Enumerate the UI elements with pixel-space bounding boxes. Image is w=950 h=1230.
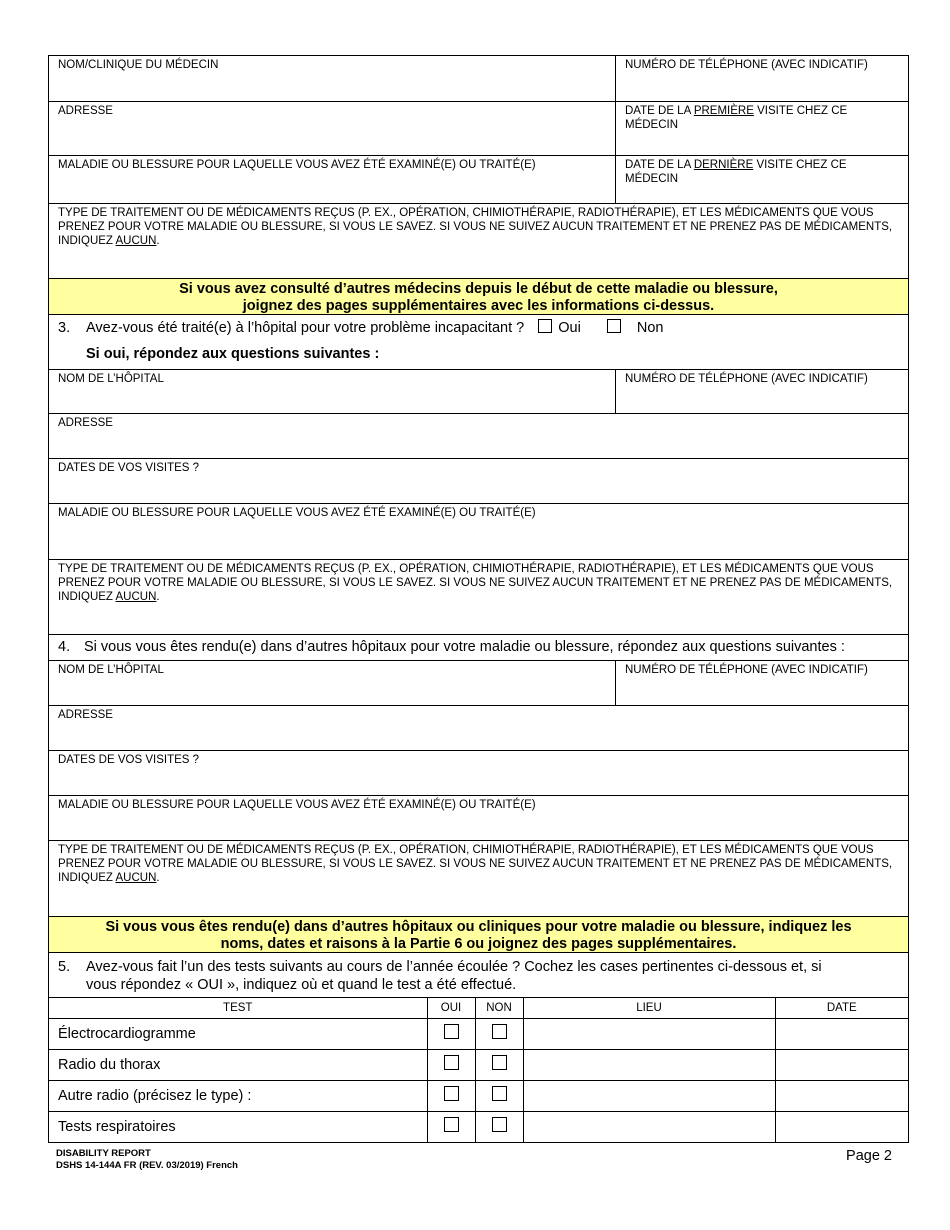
hospital-illness-row <box>49 504 908 560</box>
footer-form-id: DSHS 14-144A FR (REV. 03/2019) French <box>56 1160 238 1171</box>
hospital-name-row <box>49 370 908 414</box>
table-row <box>49 1018 908 1049</box>
hospital-dates-field[interactable] <box>49 459 908 503</box>
other-hospital-illness-label: MALADIE OU BLESSURE POUR LAQUELLE VOUS AVEZ ÉTÉ EXAMINÉ(E) OU TRAITÉ(E) <box>58 799 536 811</box>
question-5 <box>49 953 908 998</box>
other-hospital-name-label: NOM DE L’HÔPITAL <box>58 664 164 676</box>
banner1-line1: Si vous avez consulté d’autres médecins depuis le début de cette maladie ou blessure, <box>179 281 778 297</box>
footer-title: DISABILITY REPORT <box>56 1148 151 1159</box>
oui-cell <box>427 1080 475 1111</box>
header-non: NON <box>475 998 523 1018</box>
hospital-name-label: NOM DE L’HÔPITAL <box>58 373 164 385</box>
other-hospital-address-label: ADRESSE <box>58 709 113 721</box>
other-hospital-phone-field[interactable] <box>615 661 908 705</box>
physician-treatment-label: TYPE DE TRAITEMENT OU DE MÉDICAMENTS REÇUS (P. EX., OPÉRATION, CHIMIOTHÉRAPIE, RADIOTHÉRAPIE), ET LES MÉDICAMENTS QUE VOUS PRENEZ POUR VOTRE MALADIE OU BLESSURE, SI VOUS LE SAVEZ. SI VOUS NE SUIVEZ AUCUN TRAITEMENT ET NE PRENEZ PAS DE MÉDICAMENTS, INDIQUEZ AUCUN. <box>58 207 893 247</box>
hospital-name-field[interactable] <box>49 370 615 413</box>
other-hospital-illness-row <box>49 796 908 841</box>
hospital-dates-row <box>49 459 908 504</box>
page-number: Page 2 <box>846 1148 892 1164</box>
q3-followup: Si oui, répondez aux questions suivantes : <box>86 346 380 362</box>
header-lieu: LIEU <box>523 998 775 1018</box>
header-oui: OUI <box>427 998 475 1018</box>
q5-number: 5. <box>58 959 71 975</box>
hospital-illness-field[interactable] <box>49 504 908 559</box>
disability-form-page <box>48 55 909 1143</box>
q3-no-label: Non <box>636 320 664 336</box>
oui-cell <box>427 1111 475 1142</box>
table-row <box>49 1080 908 1111</box>
other-hospitals-banner <box>49 917 908 953</box>
other-hospital-address-field[interactable] <box>49 706 908 750</box>
last-visit-field[interactable] <box>615 156 908 203</box>
hospital-phone-field[interactable] <box>615 370 908 413</box>
test-name: Radio du thorax <box>49 1049 427 1080</box>
test-name: Électrocardiogramme <box>49 1018 427 1049</box>
other-physicians-banner <box>49 279 908 315</box>
header-test: TEST <box>223 1001 253 1014</box>
physician-name-field[interactable] <box>49 56 615 101</box>
oui-checkbox[interactable] <box>444 1055 459 1070</box>
date-field[interactable] <box>775 1018 908 1049</box>
non-cell <box>475 1049 523 1080</box>
q3-no-checkbox[interactable] <box>607 319 621 333</box>
q3-line <box>58 319 899 337</box>
physician-illness-row <box>49 156 908 204</box>
lieu-field[interactable] <box>523 1080 775 1111</box>
q3-yes-label: Oui <box>558 320 581 336</box>
non-checkbox[interactable] <box>492 1024 507 1039</box>
hospital-dates-label: DATES DE VOS VISITES ? <box>58 462 200 474</box>
date-field[interactable] <box>775 1049 908 1080</box>
lieu-field[interactable] <box>523 1111 775 1142</box>
lieu-field[interactable] <box>523 1049 775 1080</box>
hospital-phone-label: NUMÉRO DE TÉLÉPHONE (AVEC INDICATIF) <box>625 373 868 385</box>
oui-cell <box>427 1049 475 1080</box>
first-visit-label: DATE DE LA PREMIÈRE VISITE CHEZ CE MÉDECIN <box>625 105 848 131</box>
date-field[interactable] <box>775 1111 908 1142</box>
tests-table <box>49 998 908 1142</box>
question-4 <box>49 635 908 661</box>
tests-header-row <box>49 998 908 1018</box>
other-hospital-treatment-row <box>49 841 908 917</box>
hospital-treatment-field[interactable] <box>49 560 908 634</box>
physician-address-row <box>49 102 908 156</box>
physician-name-row <box>49 56 908 102</box>
oui-checkbox[interactable] <box>444 1086 459 1101</box>
tests-table-wrap <box>49 998 908 1142</box>
banner2-line2: noms, dates et raisons à la Partie 6 ou joignez des pages supplémentaires. <box>220 936 737 952</box>
hospital-address-field[interactable] <box>49 414 908 458</box>
physician-name-label: NOM/CLINIQUE DU MÉDECIN <box>58 59 219 71</box>
other-hospital-dates-row <box>49 751 908 796</box>
other-hospital-address-row <box>49 706 908 751</box>
non-checkbox[interactable] <box>492 1086 507 1101</box>
non-checkbox[interactable] <box>492 1055 507 1070</box>
physician-illness-field[interactable] <box>49 156 615 203</box>
question-3 <box>49 315 908 370</box>
footer-form-info <box>56 1148 238 1172</box>
physician-phone-field[interactable] <box>615 56 908 101</box>
hospital-illness-label: MALADIE OU BLESSURE POUR LAQUELLE VOUS AVEZ ÉTÉ EXAMINÉ(E) OU TRAITÉ(E) <box>58 507 536 519</box>
non-cell <box>475 1018 523 1049</box>
other-hospital-illness-field[interactable] <box>49 796 908 840</box>
q3-yes-checkbox[interactable] <box>538 319 552 333</box>
q4-number: 4. <box>58 639 71 655</box>
oui-cell <box>427 1018 475 1049</box>
table-row <box>49 1111 908 1142</box>
physician-illness-label: MALADIE OU BLESSURE POUR LAQUELLE VOUS AVEZ ÉTÉ EXAMINÉ(E) OU TRAITÉ(E) <box>58 159 536 171</box>
other-hospital-name-field[interactable] <box>49 661 615 705</box>
q5-line1-wrap <box>58 958 899 976</box>
physician-treatment-field[interactable] <box>49 204 908 278</box>
hospital-treatment-row <box>49 560 908 635</box>
other-hospital-dates-field[interactable] <box>49 751 908 795</box>
hospital-address-label: ADRESSE <box>58 417 113 429</box>
oui-checkbox[interactable] <box>444 1024 459 1039</box>
q3-number: 3. <box>58 320 71 336</box>
banner1-line2: joignez des pages supplémentaires avec les informations ci-dessus. <box>242 298 715 314</box>
other-hospital-dates-label: DATES DE VOS VISITES ? <box>58 754 200 766</box>
last-visit-label: DATE DE LA DERNIÈRE VISITE CHEZ CE MÉDECIN <box>625 159 847 185</box>
non-cell <box>475 1111 523 1142</box>
other-hospital-phone-label: NUMÉRO DE TÉLÉPHONE (AVEC INDICATIF) <box>625 664 868 676</box>
physician-address-field[interactable] <box>49 102 615 155</box>
header-date: DATE <box>775 998 908 1018</box>
physician-address-label: ADRESSE <box>58 105 113 117</box>
date-field[interactable] <box>775 1080 908 1111</box>
non-cell <box>475 1080 523 1111</box>
physician-treatment-row <box>49 204 908 279</box>
hospital-treatment-label: TYPE DE TRAITEMENT OU DE MÉDICAMENTS REÇUS (P. EX., OPÉRATION, CHIMIOTHÉRAPIE, RADIOTHÉRAPIE), ET LES MÉDICAMENTS QUE VOUS PRENEZ POUR VOTRE MALADIE OU BLESSURE, SI VOUS LE SAVEZ. SI VOUS NE SUIVEZ AUCUN TRAITEMENT ET NE PRENEZ PAS DE MÉDICAMENTS, INDIQUEZ AUCUN. <box>58 563 893 603</box>
table-row <box>49 1049 908 1080</box>
other-hospital-treatment-field[interactable] <box>49 841 908 916</box>
test-name: Autre radio (précisez le type) : <box>49 1080 427 1111</box>
hospital-address-row <box>49 414 908 459</box>
q4-text: Si vous vous êtes rendu(e) dans d’autres hôpitaux pour votre maladie ou blessure, répondez aux questions suivantes : <box>84 639 845 655</box>
oui-checkbox[interactable] <box>444 1117 459 1132</box>
q3-text: Avez-vous été traité(e) à l’hôpital pour votre problème incapacitant ? <box>86 320 525 336</box>
banner2-line1: Si vous vous êtes rendu(e) dans d’autres hôpitaux ou cliniques pour votre maladie ou blessure, indiquez les <box>105 919 852 935</box>
lieu-field[interactable] <box>523 1018 775 1049</box>
test-name: Tests respiratoires <box>49 1111 427 1142</box>
physician-phone-label: NUMÉRO DE TÉLÉPHONE (AVEC INDICATIF) <box>625 59 868 71</box>
non-checkbox[interactable] <box>492 1117 507 1132</box>
other-hospital-name-row <box>49 661 908 706</box>
other-hospital-treatment-label: TYPE DE TRAITEMENT OU DE MÉDICAMENTS REÇUS (P. EX., OPÉRATION, CHIMIOTHÉRAPIE, RADIOTHÉRAPIE), ET LES MÉDICAMENTS QUE VOUS PRENEZ POUR VOTRE MALADIE OU BLESSURE, SI VOUS LE SAVEZ. SI VOUS NE SUIVEZ AUCUN TRAITEMENT ET NE PRENEZ PAS DE MÉDICAMENTS, INDIQUEZ AUCUN. <box>58 844 893 884</box>
q5-line2: vous répondez « OUI », indiquez où et quand le test a été effectué. <box>86 977 517 993</box>
first-visit-field[interactable] <box>615 102 908 155</box>
q5-line1: Avez-vous fait l’un des tests suivants au cours de l’année écoulée ? Cochez les cases pertinentes ci-dessous et, si <box>86 959 822 975</box>
